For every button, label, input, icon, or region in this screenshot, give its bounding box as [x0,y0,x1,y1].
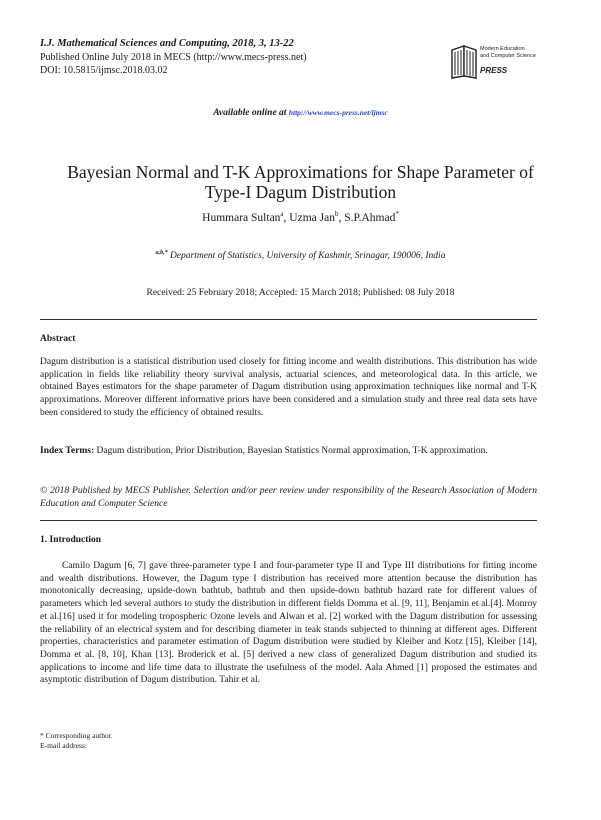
author-name: Uzma Jan [289,211,335,224]
copyright-notice: © 2018 Published by MECS Publisher. Selection and/or peer review under responsibility of the Research Association of Modern Education and Computer Science [40,486,537,509]
affiliation: $^{a,b,*}$ Department of Statistics, University of Kashmir, Srinagar, 190006, India [155,250,446,262]
abstract-heading: Abstract [40,334,76,344]
section-heading-introduction: 1. Introduction [40,535,102,545]
logo-press: PRESS [480,66,508,75]
submission-dates: Received: 25 February 2018; Accepted: 15 March 2018; Published: 08 July 2018 [146,288,455,298]
index-terms: Index Terms: Dagum distribution, Prior Distribution, Bayesian Statistics Normal approximation, T-K approximation. [40,446,488,456]
corresponding-footnote: * Corresponding author. [40,731,113,740]
availability-line: Available online at http://www.mecs-press.net/ijmsc [213,108,388,118]
introduction-text: Camilo Dagum [6, 7] gave three-parameter type I and four-parameter type II and Type III distributions for fitting income and wealth distributions. However, the Dagum type I distribution has received more attention because the distribution has monotonically decreasing, upside-down bathtub, bathtub and then upside-down bathtub hazard rate for different values of parameters which led several authors to study the distribution in different fields Domma et al. [9, 11], Benjamin et al.[4]. Monroy et al.[16] used it for modeling tropospheric Ozone levels and Alwan et al. [2] worked with the Dagum distribution for assessing the reliability of an electrical system and for describing diameter in teak stands subjected to thinning at different ages. Different properties, characteristics and parameter estimation of Dagum distribution were studied by Kleiber and Kotz [15], Kleiber [14], Domma et al. [8, 10], Khan [13]. Broderick et al. [5] derived a new class of generalized Dagum distribution and studied its applications to income and life time data to illustrate the usefulness of the model. Aala Ahmed [1] proposed the estimates and asymptotic distribution of Dagum distribution. Tahir et al. [40,561,537,686]
logo-text: Modern Education and Computer Science [480,46,536,59]
abstract-text: Dagum distribution is a statistical distribution used closely for fitting income and wealth distributions. This distribution has wide application in fields like reliability theory survival analysis, actuarial sciences, and meteorological data. In this article, we obtained Bayes estimators for the shape parameter of Dagum distribution using approximation techniques like normal and T-K approximations. Moreover different informative priors have been considered and a simulation study and three real data sets have been considered to study the efficiency of obtained results. [40,357,537,418]
divider [40,319,537,320]
journal-url-link[interactable]: http://www.mecs-press.net/ijmsc [288,108,388,117]
publication-info: Published Online July 2018 in MECS (http://www.mecs-press.net) [40,52,307,63]
email-footnote: E-mail address: [40,741,87,750]
book-icon [450,44,478,80]
author-name: S.P.Ahmad [344,211,396,224]
journal-citation: I.J. Mathematical Sciences and Computing, 2018, 3, 13-22 [40,38,294,49]
author-name: Hummara Sultan [202,211,281,224]
publisher-logo [450,44,560,84]
author-list: Hummara Sultan$^a$, Uzma Jan$^b$, S.P.Ahmad* [202,210,399,224]
divider [40,520,537,521]
paper-title: Bayesian Normal and T-K Approximations for Shape Parameter of Type-I Dagum Distribution [67,162,534,202]
doi: DOI: 10.5815/ijmsc.2018.03.02 [40,65,168,76]
